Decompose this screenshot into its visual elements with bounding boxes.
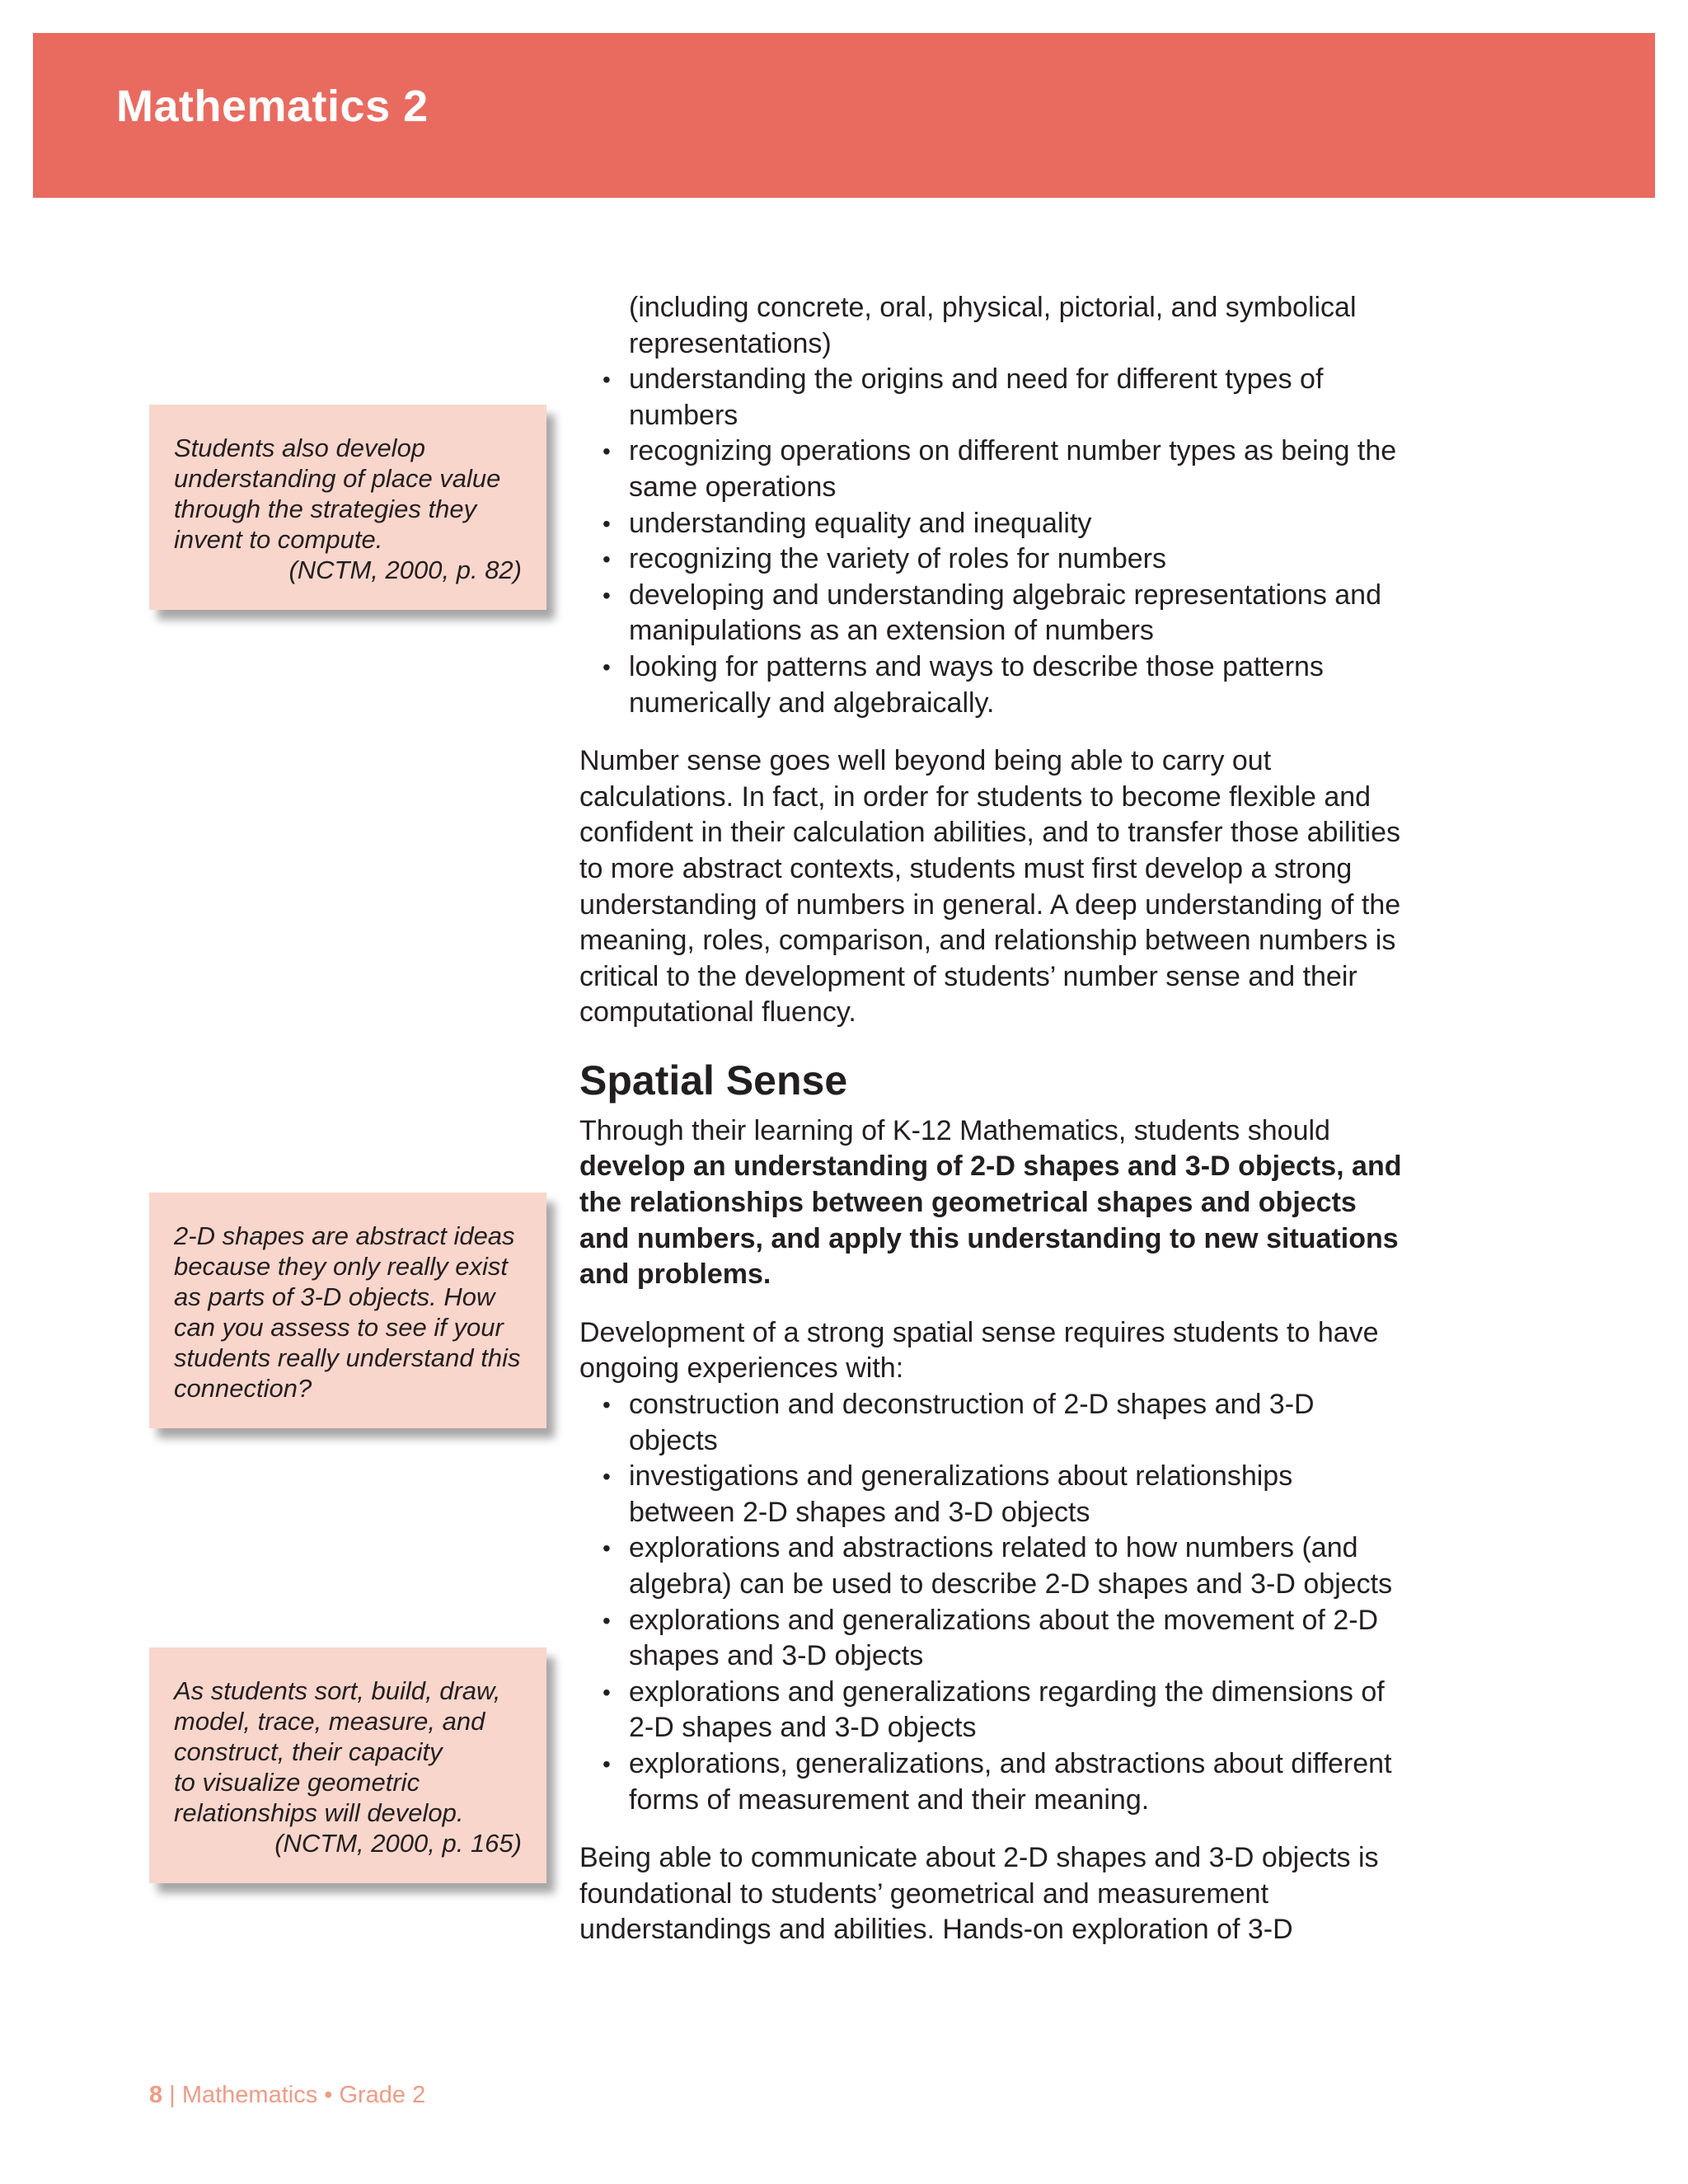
bullet-icon: • [603,1464,611,1490]
list-item [579,434,1404,505]
callout-citation: (NCTM, 2000, p. 82) [288,555,522,584]
footer-text: Mathematics • Grade 2 [181,2082,426,2108]
closing-paragraph: Being able to communicate about 2-D shapes and 3-D objects is foundational to students’ geometrical and measurement understandings and abilities. Hands-on exploration of 3-D [579,1842,1379,1946]
callout-line: because they only really exist [174,1252,508,1281]
list-item [579,649,1404,721]
page-number: 8 [149,2082,163,2108]
list-item-text: explorations and abstractions related to how numbers (and algebra) can be used to describe 2-D shapes and 3-D objects [629,1532,1393,1600]
spatial-sense-list [579,1387,1404,1818]
development-intro: Development of a strong spatial sense requires students to have ongoing experiences with: [579,1316,1379,1385]
list-item [579,362,1404,434]
page-title: Mathematics 2 [116,82,429,131]
list-item [579,578,1404,649]
list-item [579,1530,1404,1602]
list-item [579,1746,1404,1818]
list-item [579,1459,1404,1530]
list-item [579,1387,1404,1459]
list-item-text: explorations and generalizations regarding the dimensions of 2-D shapes and 3-D objects [629,1675,1385,1744]
list-item-text: investigations and generalizations about relationships between 2-D shapes and 3-D objects [629,1460,1293,1528]
main-column [579,290,1404,1948]
list-item-text: recognizing the variety of roles for numbers [629,543,1166,575]
number-sense-list [579,362,1404,721]
callout-line: relationships will develop. [174,1798,464,1827]
list-item [579,1675,1404,1746]
callout-line: As students sort, build, draw, [174,1676,501,1705]
callout-line: can you assess to see if your [174,1313,504,1342]
callout-visualize [149,1647,546,1883]
bullet-icon: • [603,1607,611,1633]
callout-line: understanding of place value [174,464,501,493]
callout-line: 2-D shapes are abstract ideas [174,1221,515,1250]
bullet-icon: • [603,1392,611,1418]
list-item-text: understanding equality and inequality [629,507,1092,539]
callout-line: construct, their capacity [174,1737,443,1766]
list-item-text: looking for patterns and ways to describe those patterns numerically and algebraically. [629,650,1324,719]
callout-citation: (NCTM, 2000, p. 165) [274,1829,522,1858]
bullet-icon: • [603,654,611,680]
bullet-icon: • [603,367,611,393]
list-item-text: explorations and generalizations about the movement of 2-D shapes and 3-D objects [629,1604,1379,1672]
callout-line: students really understand this [174,1343,521,1372]
callout-line: to visualize geometric [174,1768,420,1797]
bullet-icon: • [603,510,611,537]
bullet-icon: • [603,582,611,608]
section-heading-spatial-sense: Spatial Sense [579,1057,848,1104]
number-sense-paragraph: Number sense goes well beyond being able to carry out calculations. In fact, in order for students to become flexible and confident in their calculation abilities, and to transfer those abilities to more abstract contexts, students must first develop a strong understanding of numbers in general. A deep understanding of the meaning, roles, comparison, and relationship between numbers is critical to the development of students’ number sense and their computational fluency. [579,745,1401,1029]
spatial-intro-paragraph [579,1113,1404,1293]
callout-place-value [149,405,546,610]
footer-separator: | [169,2082,176,2108]
list-item-text: developing and understanding algebraic representations and manipulations as an extension of numbers [629,579,1382,647]
spatial-intro-text: Through their learning of K-12 Mathematics, students should [579,1114,1330,1146]
callout-line: through the strategies they [174,494,477,523]
list-item [579,1603,1404,1675]
spatial-intro-bold: develop an understanding of 2-D shapes and 3-D objects, and the relationships between geometrical shapes and objects and numbers, and apply this understanding to new situations and problems. [579,1151,1402,1291]
page-footer [149,2082,425,2109]
list-item [579,541,1404,578]
bullet-icon: • [603,1750,611,1777]
callout-line: as parts of 3-D objects. How [174,1282,495,1311]
continuation-text: (including concrete, oral, physical, pictorial, and symbolical representations) [629,292,1357,359]
list-item-text: explorations, generalizations, and abstractions about different forms of measurement and their meaning. [629,1747,1392,1816]
list-item [579,506,1404,542]
bullet-icon: • [603,1535,611,1562]
callout-line: invent to compute. [174,525,383,554]
callout-line: Students also develop [174,434,426,462]
callout-2d-shapes [149,1193,546,1428]
callout-line: connection? [174,1374,312,1403]
bullet-icon: • [603,1679,611,1705]
list-item-text: recognizing operations on different number types as being the same operations [629,435,1397,503]
callout-line: model, trace, measure, and [174,1707,485,1736]
bullet-icon: • [603,438,611,465]
list-item-text: construction and deconstruction of 2-D shapes and 3-D objects [629,1389,1315,1456]
list-item-text: understanding the origins and need for different types of numbers [629,363,1324,431]
bullet-icon: • [603,546,611,573]
